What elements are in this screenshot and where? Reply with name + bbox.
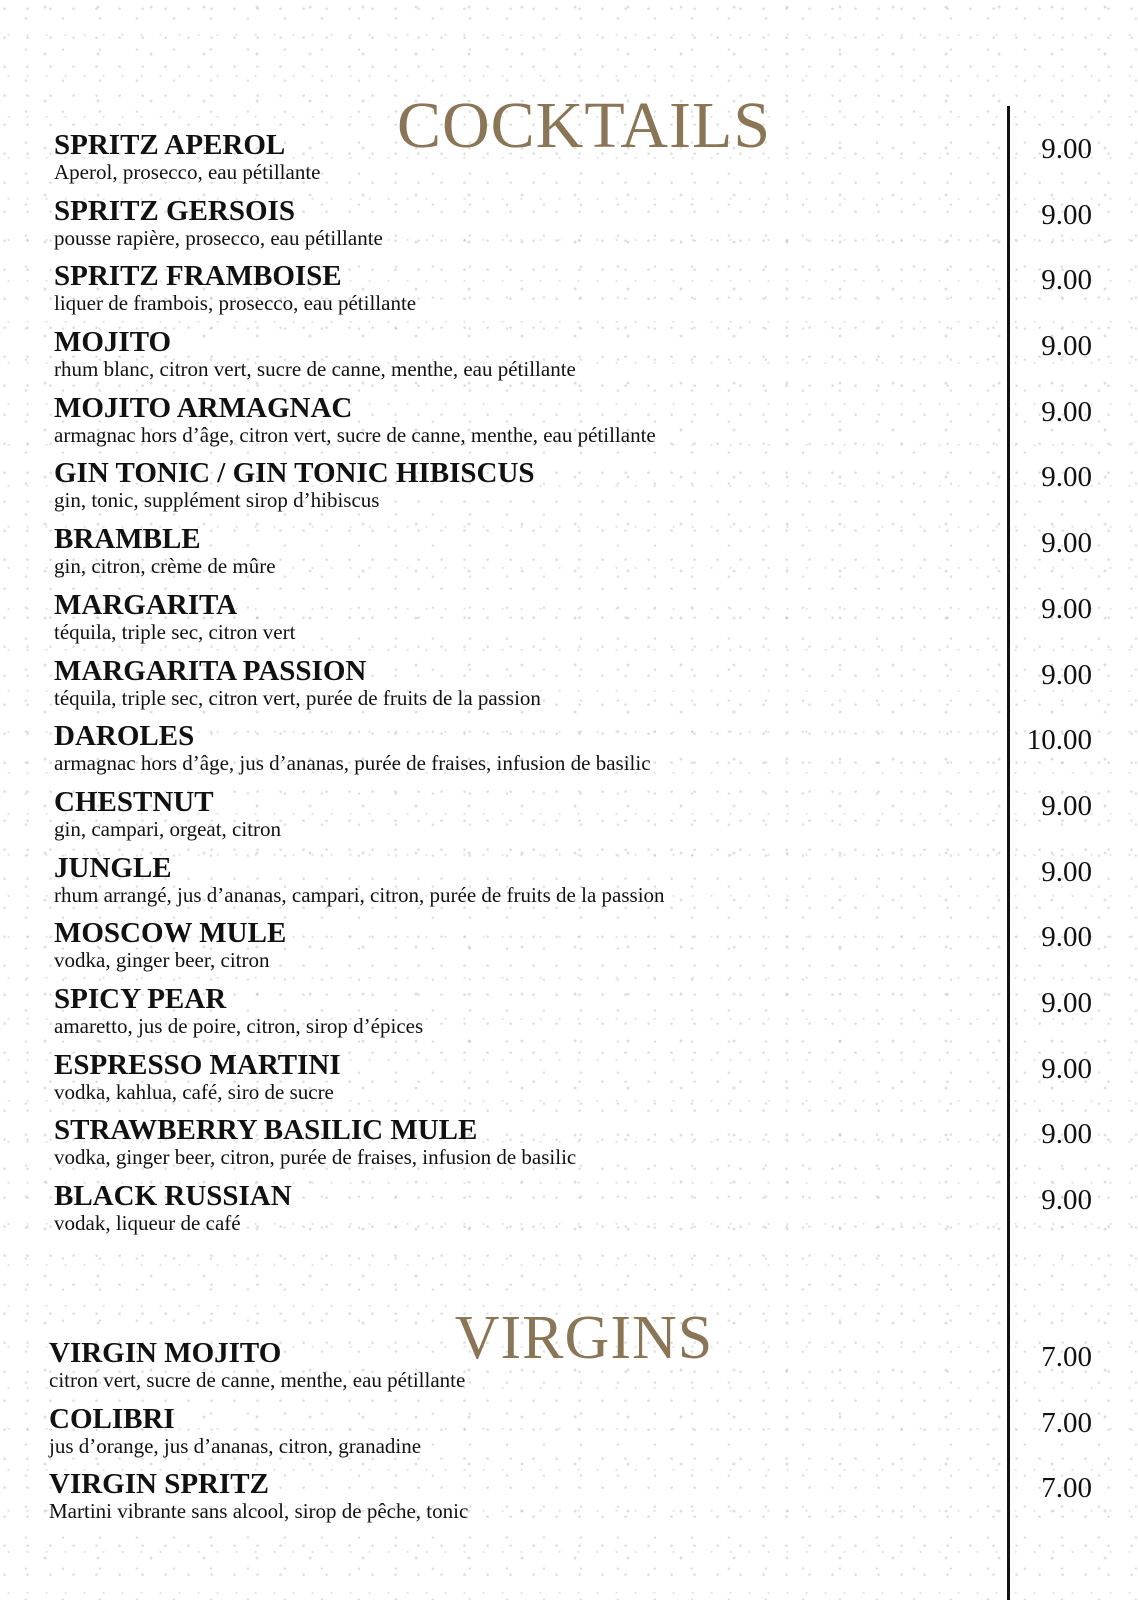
item-name: SPRITZ GERSOIS bbox=[54, 194, 295, 227]
item-description: vodka, ginger beer, citron, purée de fraises, infusion de basilic bbox=[54, 1145, 577, 1170]
item-price: 9.00 bbox=[1041, 1184, 1092, 1216]
menu-item bbox=[0, 851, 1138, 917]
item-name: MOJITO bbox=[54, 326, 172, 359]
item-name: VIRGIN MOJITO bbox=[49, 1337, 282, 1369]
item-price: 9.00 bbox=[1041, 198, 1092, 231]
item-name: MOJITO ARMAGNAC bbox=[54, 391, 353, 424]
item-price: 9.00 bbox=[1041, 1052, 1092, 1085]
item-name: SPRITZ APEROL bbox=[54, 129, 286, 161]
item-name: GIN TONIC / GIN TONIC HIBISCUS bbox=[54, 457, 535, 490]
item-description: gin, tonic, supplément sirop d’hibiscus bbox=[54, 488, 380, 513]
item-price: 7.00 bbox=[1041, 1406, 1092, 1439]
item-description: téquila, triple sec, citron vert bbox=[54, 619, 296, 644]
menu-item bbox=[0, 522, 1138, 588]
item-name: BRAMBLE bbox=[54, 523, 201, 556]
item-name: SPRITZ FRAMBOISE bbox=[54, 260, 342, 293]
item-price: 9.00 bbox=[1041, 658, 1092, 691]
item-description: citron vert, sucre de canne, menthe, eau pétillante bbox=[49, 1368, 466, 1392]
item-description: armagnac hors d’âge, citron vert, sucre de canne, menthe, eau pétillante bbox=[54, 422, 656, 447]
item-name: STRAWBERRY BASILIC MULE bbox=[54, 1114, 478, 1147]
item-description: armagnac hors d’âge, jus d’ananas, purée de fraises, infusion de basilic bbox=[54, 751, 651, 776]
item-description: Aperol, prosecco, eau pétillante bbox=[54, 160, 321, 184]
menu-item bbox=[0, 982, 1138, 1048]
item-description: vodak, liqueur de café bbox=[54, 1211, 241, 1235]
menu-item bbox=[0, 785, 1138, 851]
menu-item bbox=[0, 1336, 1138, 1402]
item-name: MARGARITA PASSION bbox=[54, 654, 367, 687]
item-description: rhum arrangé, jus d’ananas, campari, citron, purée de fruits de la passion bbox=[54, 882, 665, 907]
menu-item bbox=[0, 1402, 1138, 1468]
item-name: JUNGLE bbox=[54, 851, 172, 884]
item-description: vodka, ginger beer, citron bbox=[54, 948, 270, 973]
menu-item bbox=[0, 1048, 1138, 1114]
item-description: amaretto, jus de poire, citron, sirop d’épices bbox=[54, 1013, 424, 1038]
menu-item bbox=[0, 1467, 1138, 1533]
item-price: 9.00 bbox=[1041, 527, 1092, 560]
item-name: COLIBRI bbox=[49, 1402, 175, 1435]
menu-item bbox=[0, 259, 1138, 325]
menu-item bbox=[0, 916, 1138, 982]
item-description: gin, campari, orgeat, citron bbox=[54, 816, 282, 841]
item-price: 9.00 bbox=[1041, 1118, 1092, 1151]
item-description: gin, citron, crème de mûre bbox=[54, 554, 276, 579]
item-price: 9.00 bbox=[1041, 133, 1092, 165]
menu-item bbox=[0, 325, 1138, 391]
item-price: 7.00 bbox=[1041, 1341, 1092, 1373]
menu-item bbox=[0, 719, 1138, 785]
item-price: 9.00 bbox=[1041, 264, 1092, 297]
item-price: 7.00 bbox=[1041, 1472, 1092, 1505]
menu-item bbox=[0, 588, 1138, 654]
virgins-title: VIRGINS bbox=[454, 1303, 714, 1372]
menu-item bbox=[0, 194, 1138, 260]
item-price: 9.00 bbox=[1041, 986, 1092, 1019]
item-description: liquer de frambois, prosecco, eau pétillante bbox=[54, 291, 417, 316]
item-description: téquila, triple sec, citron vert, purée de fruits de la passion bbox=[54, 685, 541, 710]
item-name: BLACK RUSSIAN bbox=[54, 1180, 292, 1212]
item-description: rhum blanc, citron vert, sucre de canne, menthe, eau pétillante bbox=[54, 357, 576, 382]
menu-item bbox=[0, 1179, 1138, 1245]
cocktails-list bbox=[0, 128, 1138, 1245]
item-price: 9.00 bbox=[1041, 921, 1092, 954]
item-name: ESPRESSO MARTINI bbox=[54, 1048, 341, 1081]
item-price: 9.00 bbox=[1041, 855, 1092, 888]
menu-item bbox=[0, 654, 1138, 720]
item-price: 9.00 bbox=[1041, 395, 1092, 428]
item-price: 9.00 bbox=[1041, 789, 1092, 822]
item-name: SPICY PEAR bbox=[54, 982, 227, 1015]
item-price: 10.00 bbox=[1026, 724, 1092, 757]
item-name: MOSCOW MULE bbox=[54, 917, 287, 950]
virgins-list bbox=[0, 1336, 1138, 1533]
item-name: CHESTNUT bbox=[54, 785, 214, 818]
item-price: 9.00 bbox=[1041, 592, 1092, 625]
item-description: pousse rapière, prosecco, eau pétillante bbox=[54, 225, 383, 250]
item-price: 9.00 bbox=[1041, 461, 1092, 494]
item-description: Martini vibrante sans alcool, sirop de pêche, tonic bbox=[49, 1499, 469, 1524]
menu-item bbox=[0, 128, 1138, 194]
item-name: MARGARITA bbox=[54, 588, 238, 621]
item-name: VIRGIN SPRITZ bbox=[49, 1468, 269, 1501]
item-description: jus d’orange, jus d’ananas, citron, granadine bbox=[49, 1433, 422, 1458]
menu-item bbox=[0, 391, 1138, 457]
item-name: DAROLES bbox=[54, 720, 195, 753]
item-description: vodka, kahlua, café, siro de sucre bbox=[54, 1079, 334, 1104]
cocktails-title: COCKTAILS bbox=[396, 89, 772, 163]
item-price: 9.00 bbox=[1041, 330, 1092, 363]
menu-item bbox=[0, 456, 1138, 522]
menu-item bbox=[0, 1113, 1138, 1179]
